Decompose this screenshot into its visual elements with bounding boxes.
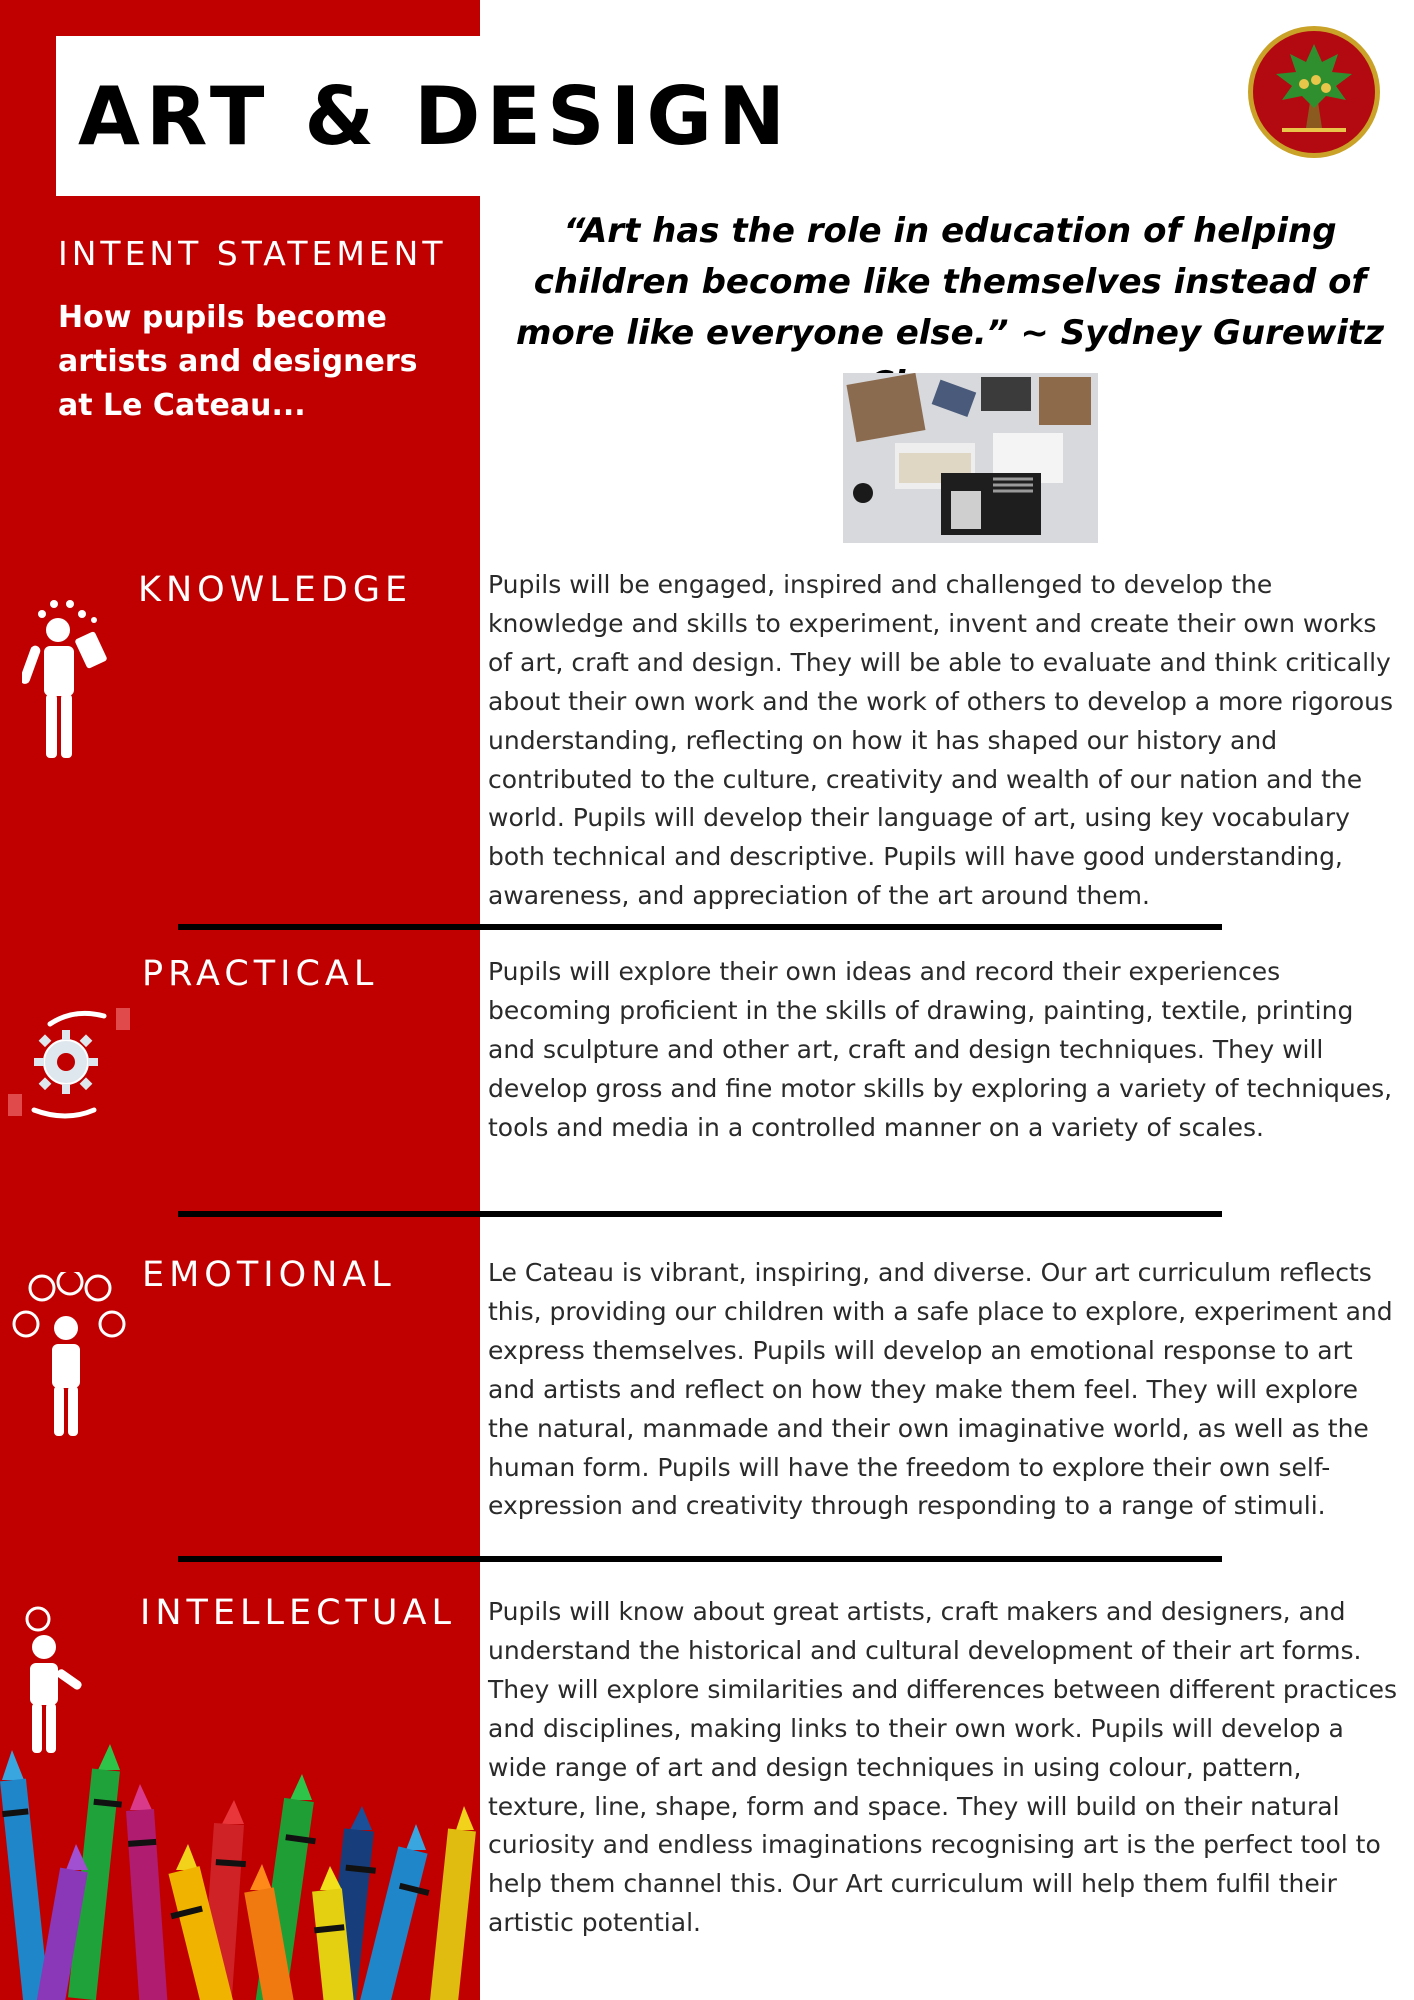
section-body-practical: Pupils will explore their own ideas and record their experiences becoming proficient in the skills of drawing, painting, textile, printing and sculpture and other art, craft and design techniques. They will develop gross and fine motor skills by exploring a variety of techniques, tools and media in a controlled manner on a variety of scales.	[488, 957, 1393, 1142]
section-title-practical: PRACTICAL	[142, 954, 379, 994]
crayons-illustration	[0, 1740, 480, 2000]
section-divider	[178, 1211, 1222, 1217]
section-title-emotional: EMOTIONAL	[142, 1255, 396, 1295]
section-divider	[178, 1556, 1222, 1562]
title-box	[56, 36, 792, 196]
idea-person-icon	[18, 1605, 94, 1755]
school-logo	[1246, 24, 1382, 160]
quote-text: “Art has the role in education of helping children become like themselves instead of more like everyone else.” ~ Sydney Gurewitz	[515, 211, 1384, 353]
thinking-person-icon	[22, 590, 114, 762]
intent-subheading: How pupils become artists and designers at Le Cateau...	[58, 300, 418, 423]
section-divider	[178, 924, 1222, 930]
intent-heading: INTENT STATEMENT	[58, 234, 447, 273]
section-body-knowledge: Pupils will be engaged, inspired and challenged to develop the knowledge and skills to experiment, invent and create their own works of art, craft and design. They will be able to evaluate and think critically about their own work and the work of others to develop a more rigorous understanding, reflecting on how it has shaped our history and contributed to the culture, creativity and wealth of our nation and the world. Pupils will develop their language of art, using key vocabulary both technical and descriptive. Pupils will have good understanding, awareness, and appreciation of the art around them.	[488, 570, 1394, 911]
section-title-knowledge: KNOWLEDGE	[138, 570, 413, 610]
page-title: ART & DESIGN	[78, 70, 792, 163]
hands-gear-icon	[4, 998, 136, 1128]
emotions-person-icon	[12, 1272, 130, 1438]
art-supplies-photo	[843, 373, 1098, 543]
section-body-intellectual: Pupils will know about great artists, craft makers and designers, and understand the historical and cultural development of their art forms. They will explore similarities and differences between different practices and disciplines, making links to their own work. Pupils will develop a wide range of art and design techniques in using colour, pattern, texture, line, shape, form and space. They will build on their natural curiosity and endless imaginations recognising art is the perfect tool to help them channel this. Our Art curriculum will help them fulfil their artistic potential.	[488, 1597, 1397, 1938]
section-title-intellectual: INTELLECTUAL	[140, 1593, 456, 1633]
section-body-emotional: Le Cateau is vibrant, inspiring, and diverse. Our art curriculum reflects this, providing our children with a safe place to explore, experiment and express themselves. Pupils will develop an emotional response to art and artists and reflect on how they make them feel. They will explore the natural, manmade and their own imaginative world, as well as the human form. Pupils will have the freedom to explore their own self-expression and creativity through responding to a range of stimuli.	[488, 1258, 1393, 1521]
